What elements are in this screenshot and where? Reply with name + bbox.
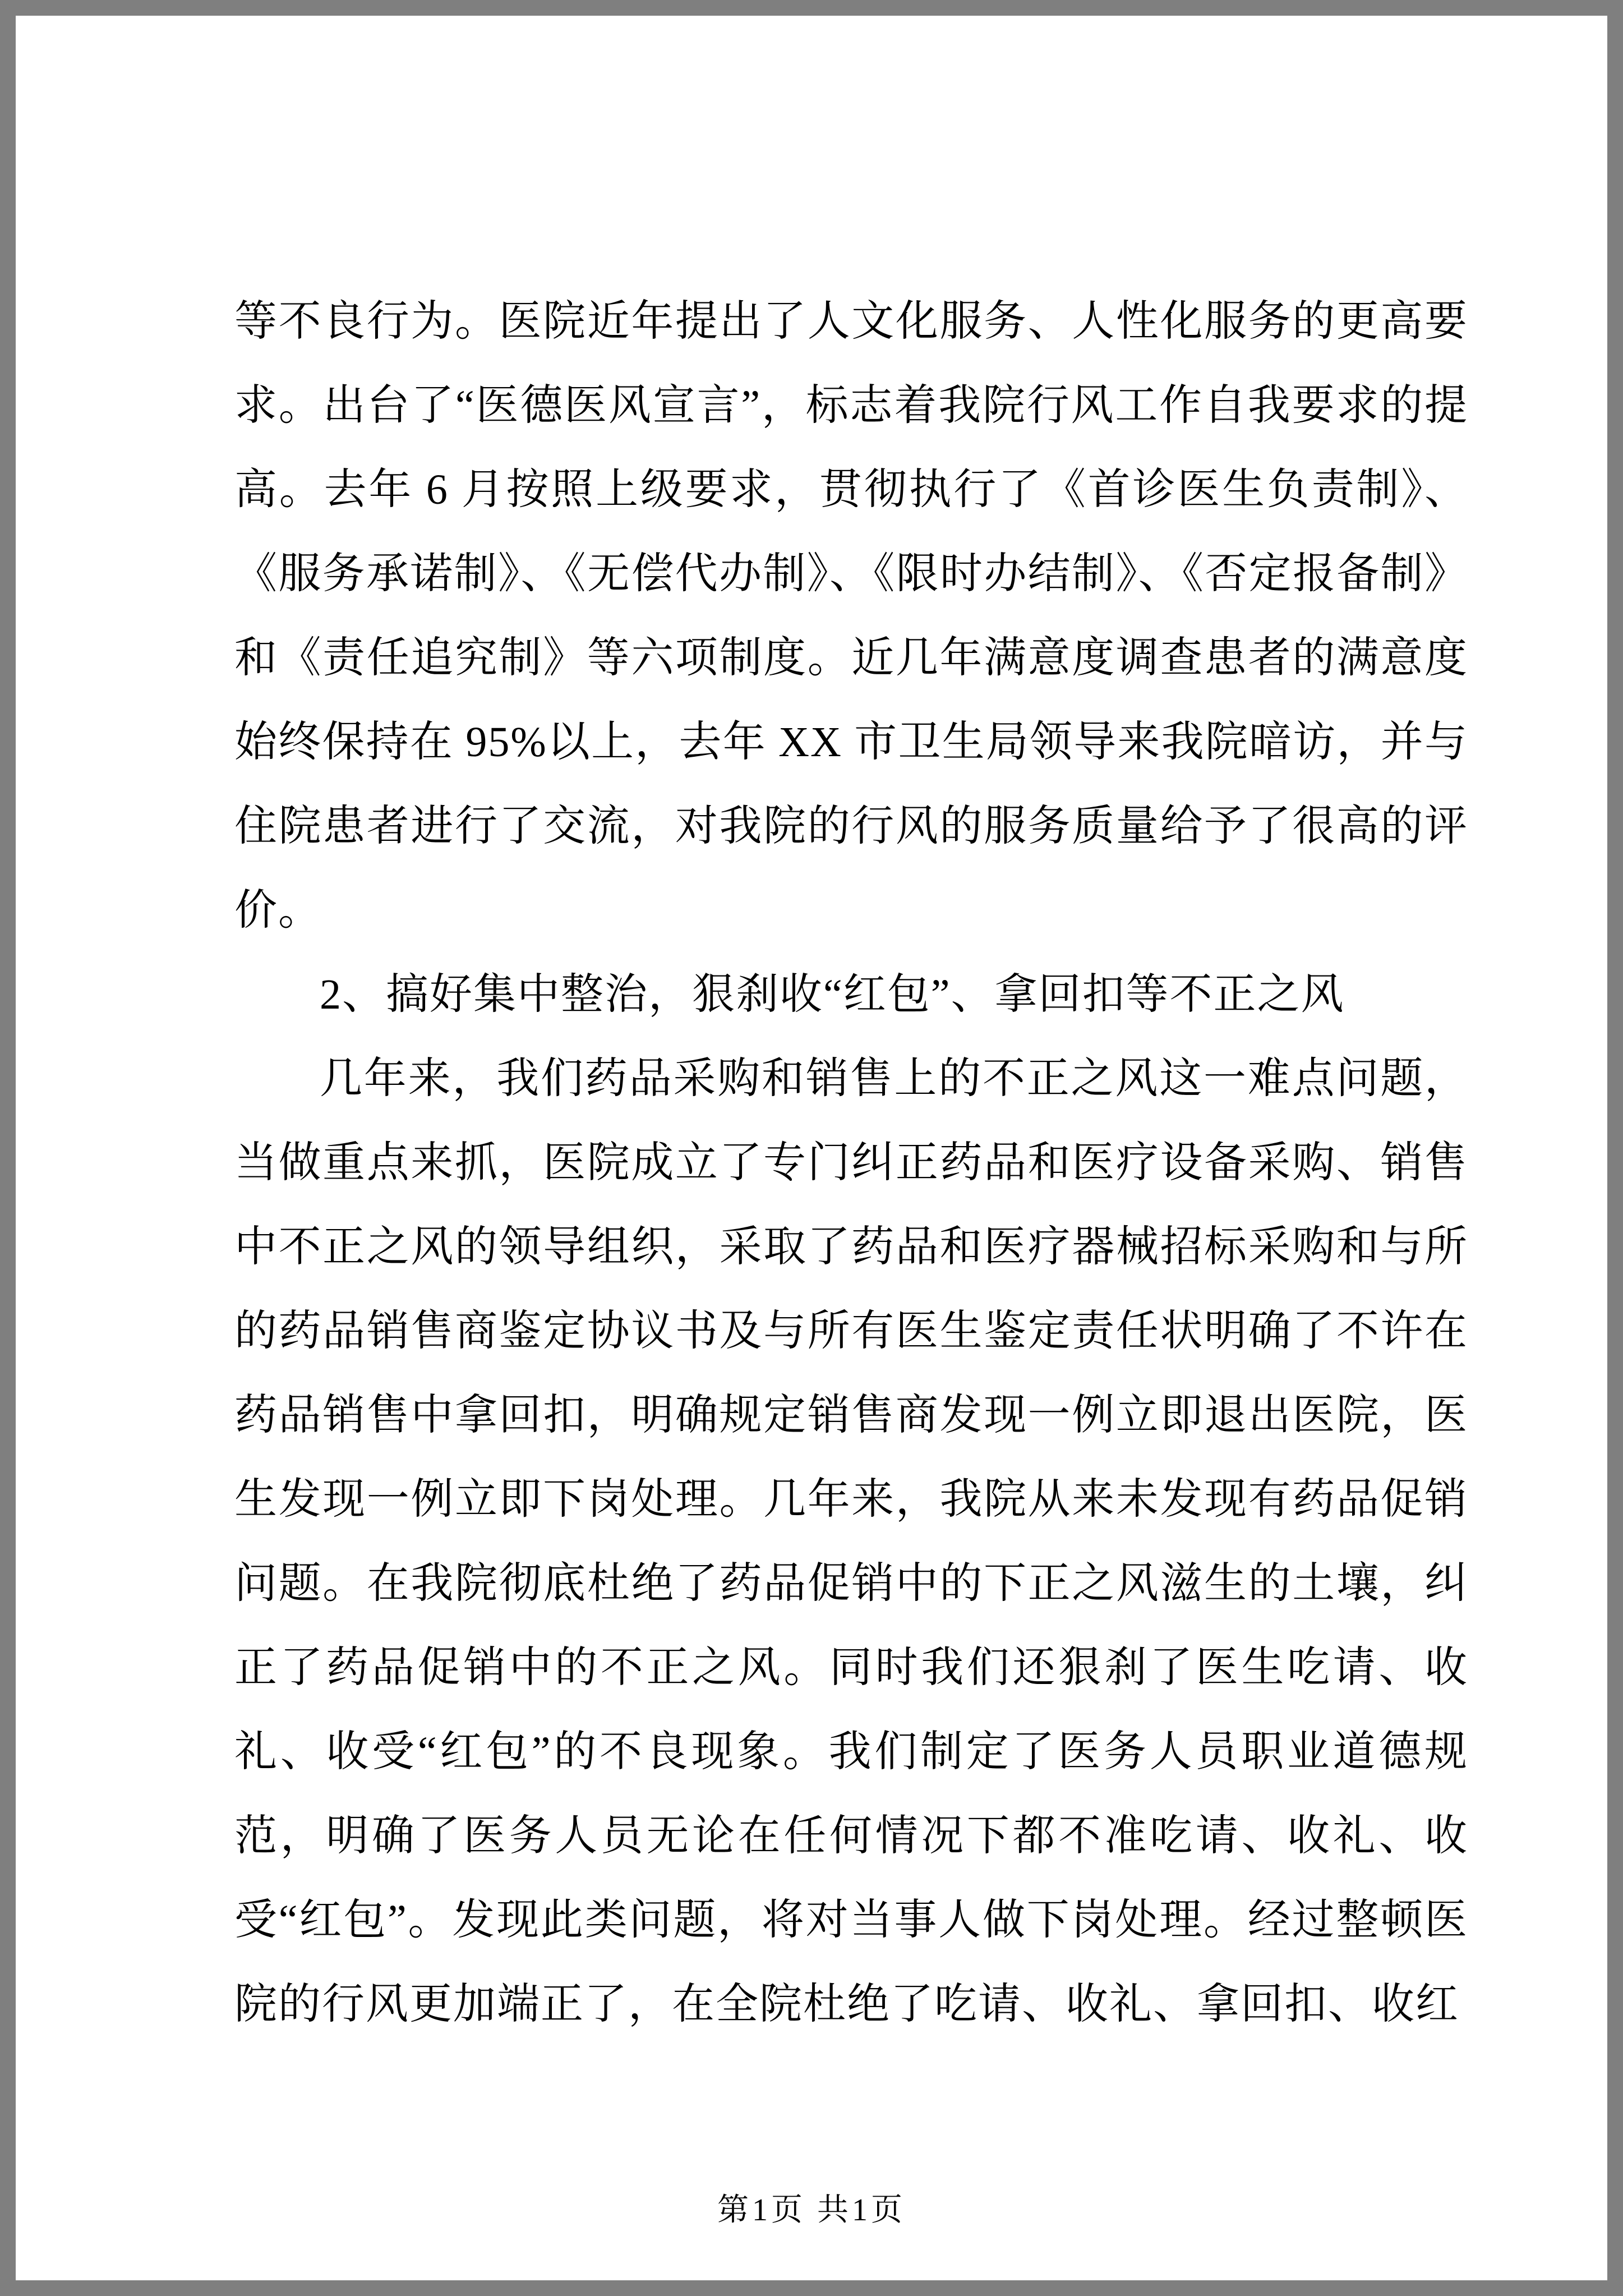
page-footer (16, 2185, 1607, 2230)
paragraph: 2、搞好集中整治，狠刹收“红包”、拿回扣等不正之风 (320, 971, 1345, 1018)
paragraph: 几年来，我们药品采购和销售上的不正之风这一难点问题，当做重点来抓，医院成立了专门纠正药品和医疗设备采购、销售中不正之风的领导组织，采取了药品和医疗器械招标采购和与所的药品销售商鉴定协议书及与所有医生鉴定责任状明确了不许在药品销售中拿回扣，明确规定销售商发现一例立即退出医院，医生发现一例立即下岗处理。几年来，我院从来未发现有药品促销问题。在我院彻底杜绝了药品促销中的下正之风滋生的土壤，纠正了药品促销中的不正之风。同时我们还狠刹了医生吃请、收礼、收受“红包”的不良现象。我们制定了医务人员职业道德规范，明确了医务人员无论在任何情况下都不准吃请、收礼、收受“红包”。发现此类问题，将对当事人做下岗处理。经过整顿医院的行风更加端正了，在全院杜绝了吃请、收礼、拿回扣、收红 (234, 1055, 1468, 2028)
document-content (234, 279, 1468, 2046)
paragraph: 等不良行为。医院近年提出了人文化服务、人性化服务的更高要求。出台了“医德医风宣言”，标志着我院行风工作自我要求的提高。去年 6 月按照上级要求，贯彻执行了《首诊医生负责制》、《服务承诺制》、《无偿代办制》、《限时办结制》、《否定报备制》和《责任追究制》等六项制度。近几年满意度调查患者的满意度始终保持在 95%以上，去年 XX 市卫生局领导来我院暗访，并与住院患者进行了交流，对我院的行风的服务质量给予了很高的评价。 (234, 298, 1468, 934)
document-page (16, 16, 1607, 2280)
page-number-text: 第1页 共1页 (717, 2193, 906, 2228)
